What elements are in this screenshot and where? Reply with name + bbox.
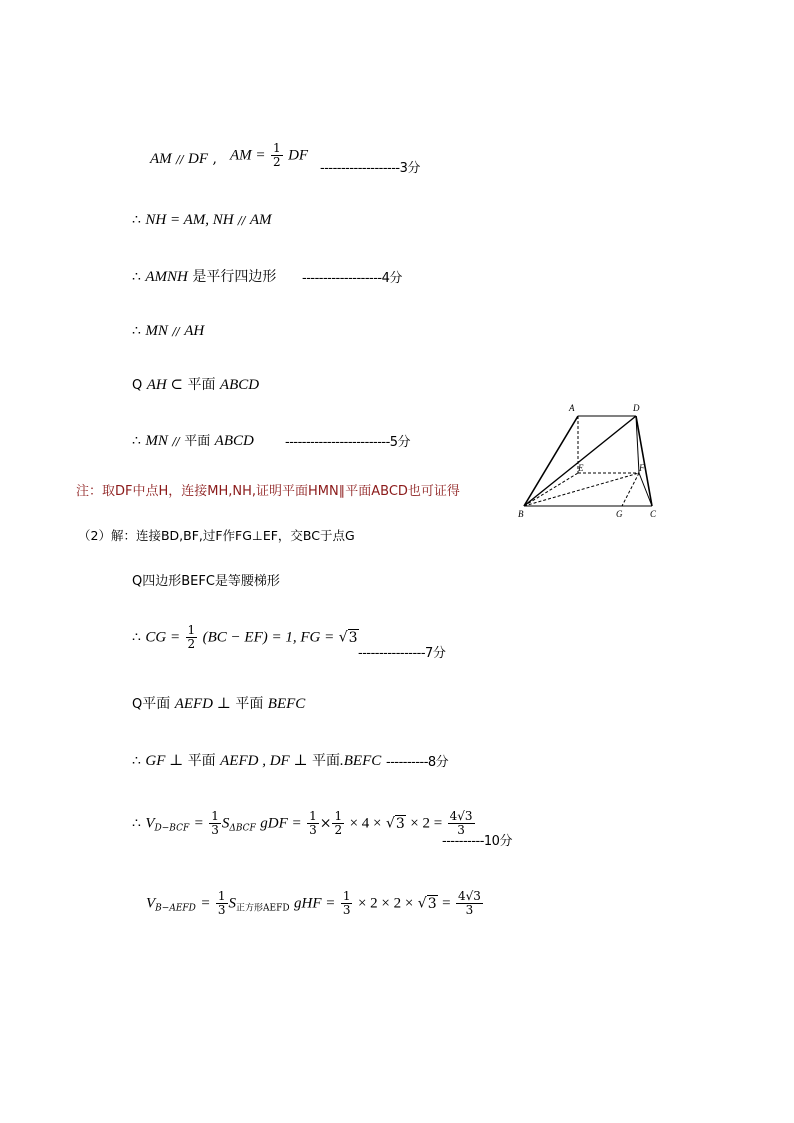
label-a: A [569,403,575,413]
math-aefd-df: AEFD , DF ⊥ [220,753,308,769]
volume-subscript: B−AEFD [155,903,196,914]
because-symbol: Q [132,574,143,589]
math-befc: BEFC [267,696,306,712]
area-subscript: ΔBCF [229,823,256,834]
frac-num: 1 [309,809,317,823]
therefore-symbol: ∴ [132,815,141,832]
label-d: D [633,403,640,413]
math-df: DF [188,151,208,167]
line-gf-df-perp [132,752,381,770]
parallel-symbol: // [176,153,184,166]
fraction-half [186,624,198,651]
math-cg-expr: (BC − EF) = 1, FG = [202,629,335,646]
because-symbol: Q [132,378,143,393]
line-isosceles-trapezoid [132,572,280,591]
label-e: E [578,463,584,473]
line-cg-fg [132,624,359,651]
frac-num: 1 [217,889,226,903]
fraction-third [209,810,221,837]
math-mn: MN [145,433,168,449]
therefore-symbol: ∴ [132,629,141,646]
math-am-eq: AM = [230,147,266,164]
text-plane: 平面 [235,696,264,712]
frac-den: 3 [309,823,317,837]
text-plane: 平面 [184,434,211,449]
text-parallelogram: 是平行四边形 [192,269,277,285]
segment-be [524,473,578,506]
fraction-third [216,890,228,917]
label-b: B [518,509,524,519]
math-v: V [145,815,155,832]
fraction-third [307,810,319,837]
line-amnh-parallelogram [132,268,276,286]
frac-den: 3 [465,903,474,917]
note-alternative-proof: 注：取DF中点H，连接MH,NH,证明平面HMN∥平面ABCD也可证得 [76,484,460,499]
math-amnh: AMNH [145,269,188,285]
text-plane: 平面 [187,377,216,393]
therefore-symbol: ∴ [132,433,141,449]
score-8: ----------8分 [386,755,449,770]
math-gf-perp: GF ⊥ [145,753,184,769]
math-befc: .BEFC [340,753,382,769]
comma: , [212,151,217,167]
therefore-symbol: ∴ [132,269,141,285]
frac-den: 3 [457,823,465,837]
label-g: G [616,509,623,519]
math-nh-am: NH = AM, NH [145,212,234,228]
equals: = [193,815,204,832]
label-c: C [650,509,657,519]
math-hf-product: gHF = [294,895,336,912]
equals: = [442,895,451,912]
math-product-end: × 2 = [410,815,443,832]
geometry-figure [512,398,672,523]
fraction-half [271,142,283,169]
frac-den: 2 [334,823,343,837]
area-subscript: 正方形AEFD [236,903,290,914]
frac-num: 1 [342,889,351,903]
fraction-third [341,890,353,917]
fraction-result [456,890,483,917]
sqrt-3: √3 [338,629,358,646]
text-plane: 平面 [187,753,216,769]
frac-num: 1 [334,809,343,823]
frac-den: 2 [187,637,196,651]
line-ah-in-plane [132,376,259,395]
segment-fc [639,473,652,506]
line-am-parallel-df [150,150,217,169]
therefore-symbol: ∴ [132,323,141,339]
sqrt-radicand: 3 [395,815,405,832]
math-ah-subset: AH ⊂ [146,377,184,393]
line-volume-d-bcf [132,810,476,838]
sqrt-radicand: 3 [348,629,358,646]
line-am-half-df [230,142,308,169]
text-plane: 平面 [312,753,341,769]
score-7: ----------------7分 [358,646,446,661]
parallel-symbol: // [238,214,246,227]
text-plane: 平面 [142,696,171,712]
line-nh-eq-am [132,211,272,230]
math-am: AM [249,212,272,228]
frac-num: 4√3 [449,809,473,823]
parallel-symbol: // [172,325,180,338]
frac-num: 1 [187,623,196,637]
frac-den: 3 [217,903,226,917]
score-5: -------------------------5分 [285,435,411,450]
math-aefd-perp: AEFD ⊥ [174,696,231,712]
math-abcd: ABCD [214,433,254,449]
score-4: -------------------4分 [302,271,402,286]
score-3: -------------------3分 [320,161,420,176]
math-product: × 4 × [349,815,382,832]
segment-fg [622,473,639,506]
sqrt-radicand: 3 [427,895,437,912]
equals: = [200,895,211,912]
frac-den: 3 [342,903,351,917]
label-f: F [639,463,645,473]
math-ah: AH [184,323,205,339]
sqrt-3: √3 [417,895,437,912]
math-s: S [221,815,230,832]
part2-heading: （2）解：连接BD,BF,过F作FG⊥EF，交BC于点G [78,528,355,543]
line-mn-parallel-ah [132,322,204,341]
fraction-half [332,810,344,837]
times: × [319,815,332,832]
math-df: DF [288,147,309,164]
sqrt-3: √3 [385,815,405,832]
line-plane-perpendicular [132,695,305,714]
frac-num: 1 [211,809,219,823]
because-symbol: Q [132,697,143,712]
frac-den: 2 [272,155,281,169]
line-volume-b-aefd [146,890,484,918]
math-am: AM [150,151,172,167]
math-product: × 2 × 2 × [357,895,414,912]
math-abcd: ABCD [219,377,260,393]
segment-bd [524,416,636,506]
frac-den: 3 [211,823,219,837]
therefore-symbol: ∴ [132,212,141,228]
text-trapezoid: 四边形BEFC是等腰梯形 [142,574,280,589]
parallel-symbol: // [172,435,180,448]
score-10: ----------10分 [442,834,512,849]
line-mn-parallel-plane [132,432,254,451]
volume-subscript: D−BCF [154,823,190,834]
math-cg: CG = [145,629,181,646]
math-s: S [228,895,237,912]
therefore-symbol: ∴ [132,753,141,769]
frac-num: 1 [272,141,281,155]
math-mn: MN [145,323,168,339]
math-v: V [146,895,156,912]
math-df-product: gDF = [260,815,302,832]
frac-num: 4√3 [458,889,481,903]
